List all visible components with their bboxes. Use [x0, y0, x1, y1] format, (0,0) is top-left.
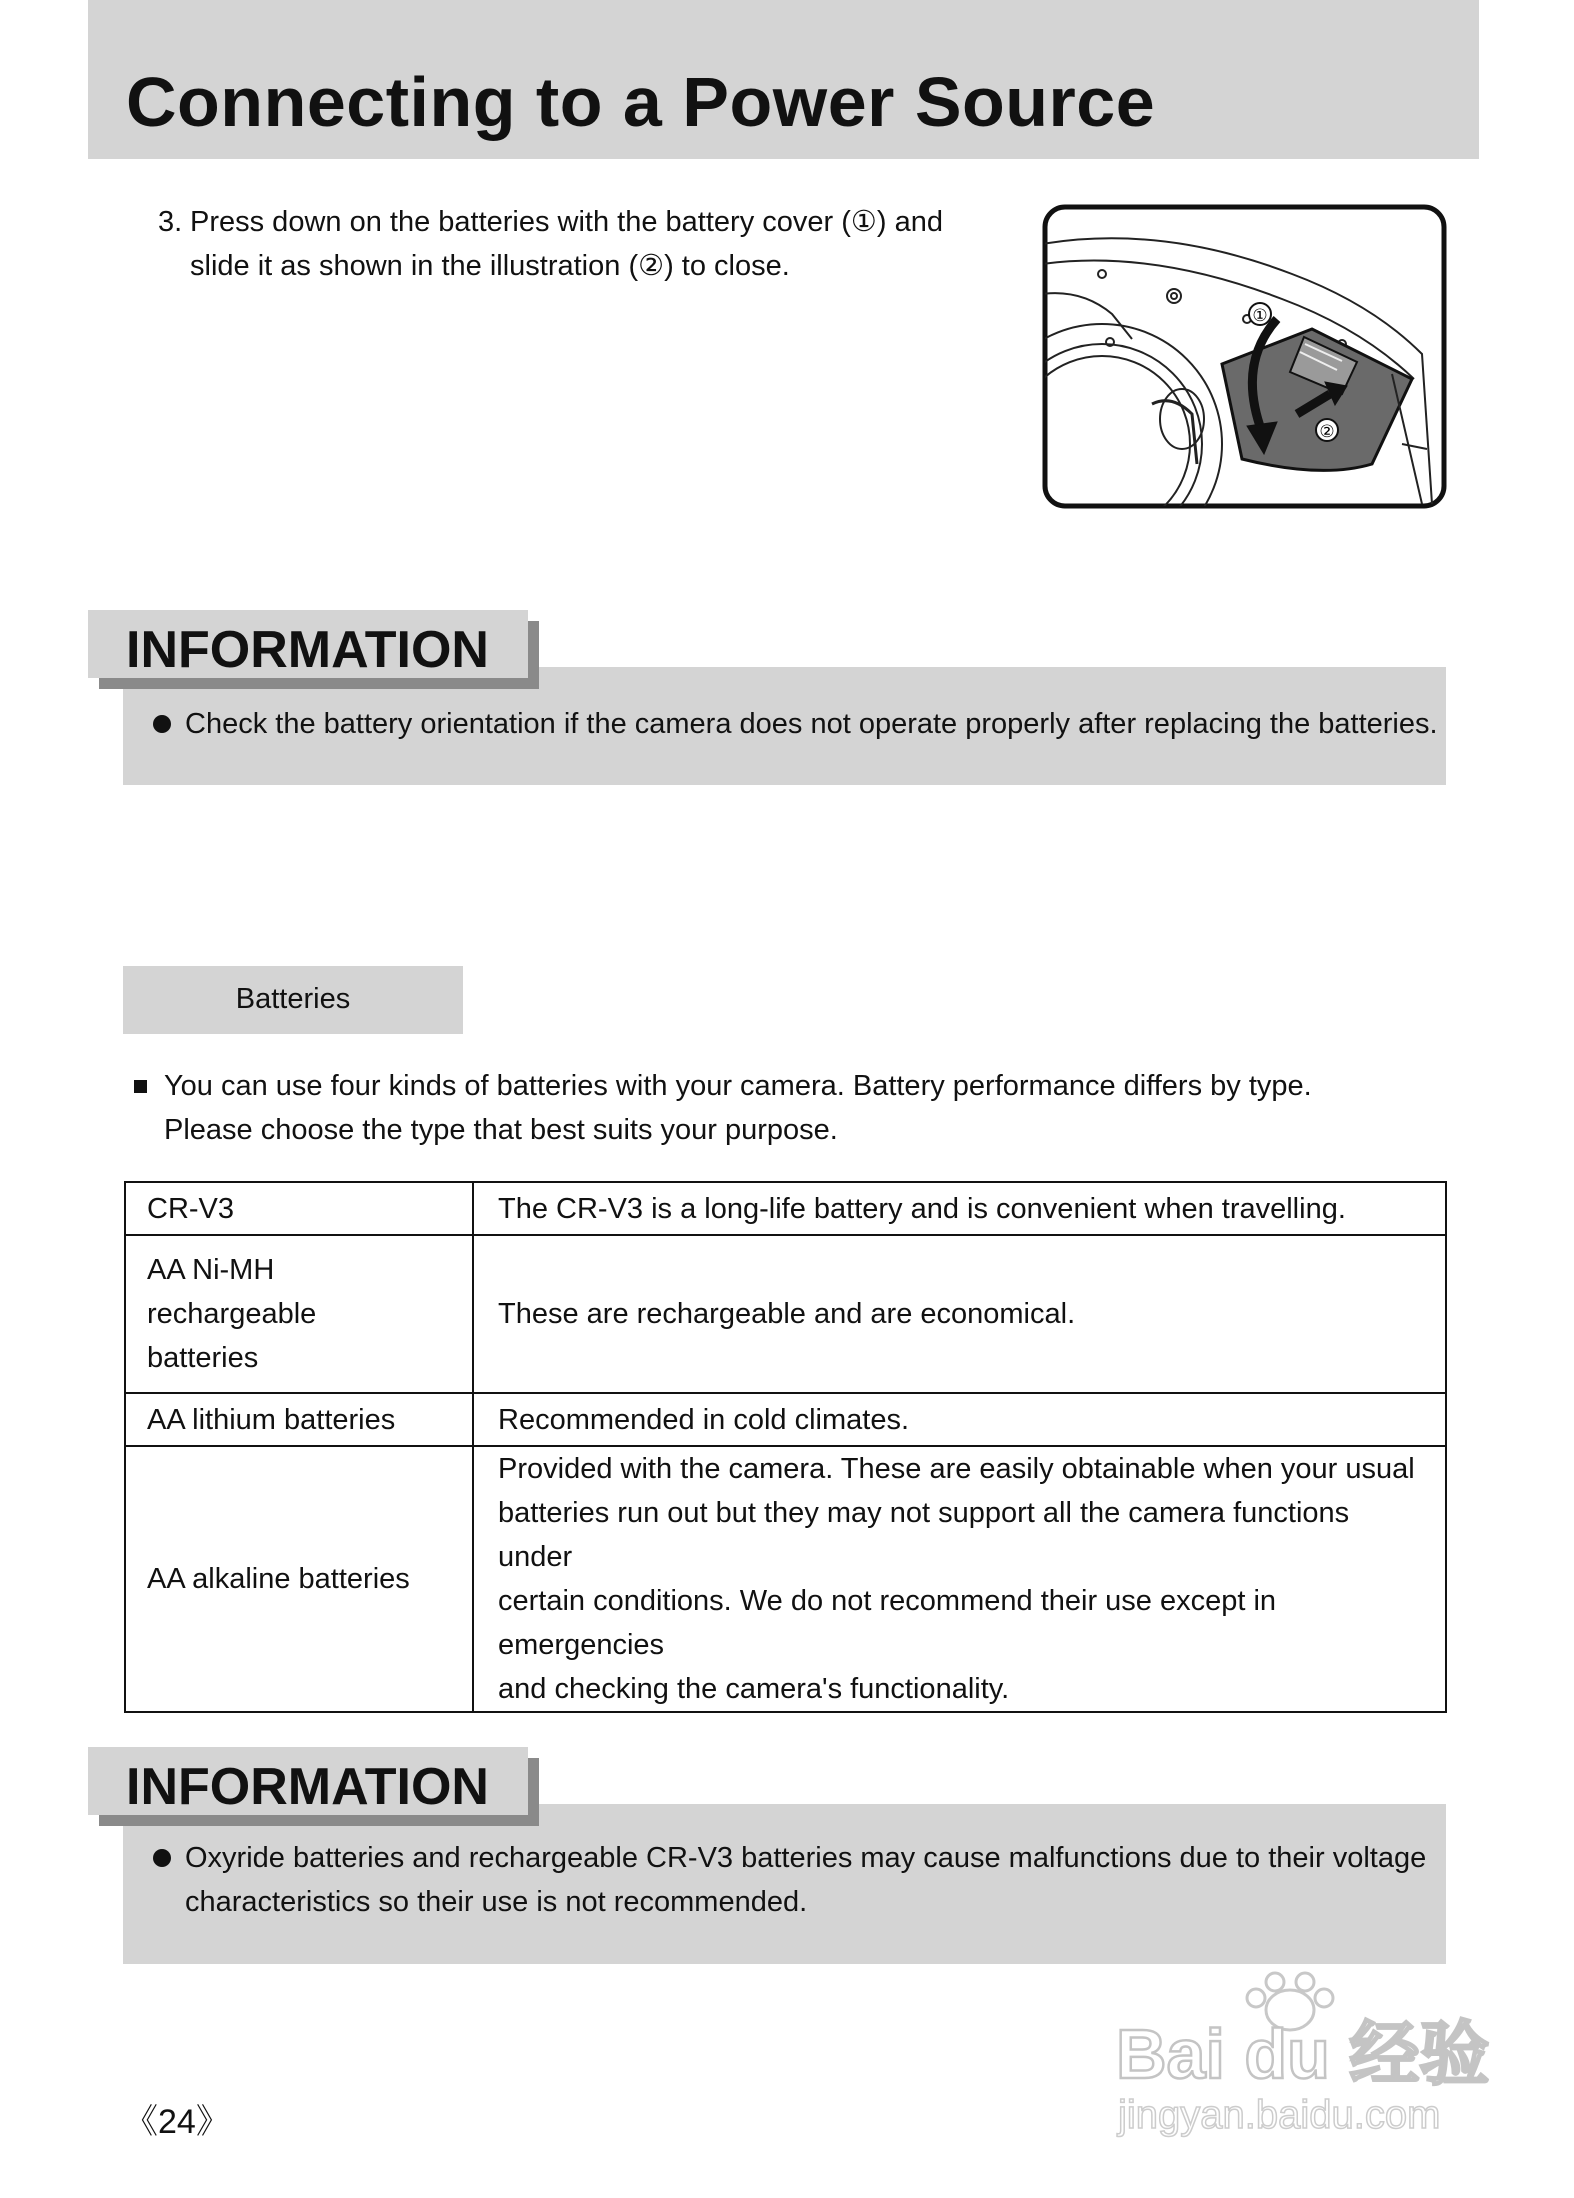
information-heading-1: [88, 610, 528, 678]
callout-1: ①: [1252, 306, 1268, 325]
information-box-1: [123, 667, 1446, 785]
battery-type-text: AA alkaline batteries: [147, 1563, 410, 1595]
battery-desc-text: certain conditions. We do not recommend their use except in emergencies: [498, 1585, 1277, 1661]
battery-desc-cell: [473, 1235, 1446, 1393]
watermark-url-text: jingyan.baidu.com: [1118, 2093, 1441, 2137]
information-text-1: Check the battery orientation if the camera does not operate properly after replacing the batteries.: [185, 708, 1438, 740]
step-number: 3.: [158, 206, 183, 238]
battery-desc-cell: [473, 1182, 1446, 1235]
battery-desc-cell: [473, 1393, 1446, 1446]
battery-types-table: [124, 1181, 1447, 1713]
callout-2: ②: [1319, 422, 1335, 441]
table-row: [125, 1446, 1446, 1712]
step-3-instructions: [158, 200, 958, 288]
information-heading-text-2: INFORMATION: [126, 1758, 489, 1816]
information-box-2: [123, 1804, 1446, 1964]
table-row: [125, 1393, 1446, 1446]
battery-desc-text: and checking the camera's functionality.: [498, 1673, 1010, 1705]
table-row: [125, 1182, 1446, 1235]
batteries-intro: [134, 1064, 1394, 1152]
information-text-2-line-1: Oxyride batteries and rechargeable CR-V3 batteries may cause malfunctions due to their voltage: [185, 1842, 1427, 1874]
battery-type-text: batteries: [147, 1342, 259, 1374]
step-line-2: slide it as shown in the illustration (②) to close.: [190, 250, 790, 282]
information-heading-text-1: INFORMATION: [126, 621, 489, 679]
battery-desc-text: Provided with the camera. These are easily obtainable when your usual: [498, 1453, 1415, 1485]
square-bullet-icon: [134, 1080, 147, 1093]
batteries-section-label: [123, 966, 463, 1034]
bullet-dot-icon: [153, 715, 171, 733]
step-line-1: Press down on the batteries with the battery cover (①) and: [190, 206, 943, 238]
intro-line-2: Please choose the type that best suits your purpose.: [164, 1114, 838, 1146]
battery-type-text: AA lithium batteries: [147, 1403, 396, 1436]
battery-type-cell: [125, 1446, 473, 1712]
battery-desc-text: batteries run out but they may not support all the camera functions under: [498, 1497, 1350, 1573]
information-text-2-line-2: characteristics so their use is not recommended.: [185, 1886, 808, 1918]
battery-type-cell: [125, 1393, 473, 1446]
battery-desc-text: Recommended in cold climates.: [498, 1403, 910, 1436]
page-title: Connecting to a Power Source: [126, 63, 1156, 141]
battery-desc-cell: [473, 1446, 1446, 1712]
batteries-label-text: Batteries: [235, 983, 351, 1015]
battery-type-text: AA Ni-MH: [147, 1254, 275, 1286]
page-number: 《24》: [124, 2103, 230, 2141]
battery-type-cell: [125, 1182, 473, 1235]
information-heading-2: [88, 1747, 528, 1815]
battery-type-text: rechargeable: [147, 1298, 317, 1330]
title-bar: [88, 0, 1479, 159]
information-bullet-1: [185, 702, 1445, 746]
table-row: [125, 1235, 1446, 1393]
battery-desc-text: The CR-V3 is a long-life battery and is convenient when travelling.: [498, 1192, 1346, 1225]
battery-type-text: CR-V3: [147, 1192, 235, 1225]
battery-type-cell: [125, 1235, 473, 1393]
bullet-dot-icon: [153, 1849, 171, 1867]
watermark-brand-text: Bai du 经验: [1116, 2015, 1490, 2093]
baidu-watermark-logo: [1110, 1960, 1490, 2140]
information-bullet-2: [185, 1836, 1445, 1924]
camera-battery-cover-illustration: [1042, 204, 1447, 509]
intro-line-1: You can use four kinds of batteries with your camera. Battery performance differs by type.: [164, 1070, 1312, 1102]
battery-desc-text: These are rechargeable and are economical.: [498, 1298, 1076, 1330]
